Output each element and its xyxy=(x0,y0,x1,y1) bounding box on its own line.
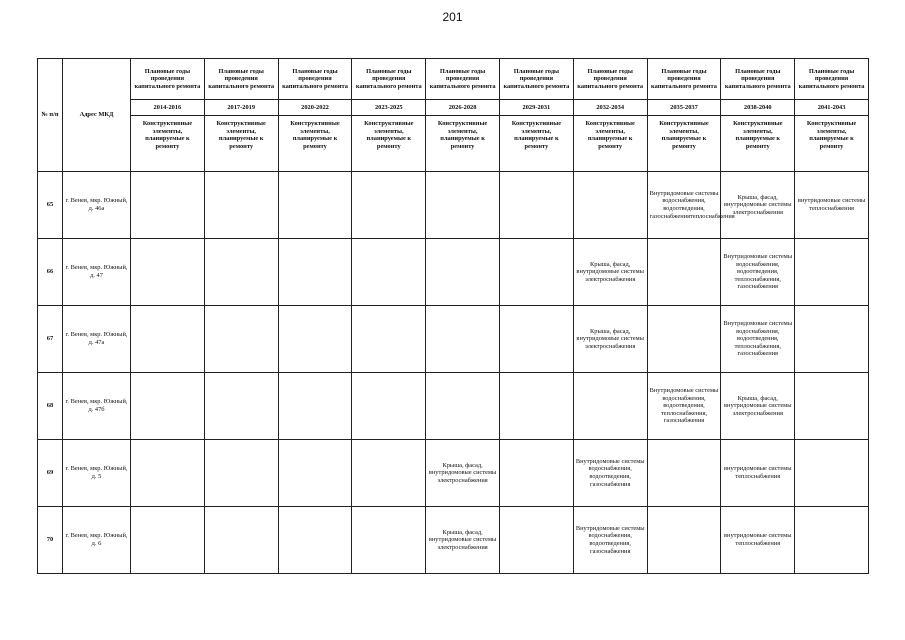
repair-elements-cell xyxy=(204,440,278,507)
col-header-address: Адрес МКД xyxy=(63,59,131,172)
repair-elements-cell xyxy=(131,507,205,574)
col-header-years: 2017-2019 xyxy=(204,100,278,116)
repair-elements-cell: Внутридомовые системы водоснабжения, водоотведения, теплоснабжения, газоснабжения xyxy=(721,239,795,306)
repair-elements-cell xyxy=(352,239,426,306)
repair-elements-cell xyxy=(278,172,352,239)
col-header-years: 2032-2034 xyxy=(573,100,647,116)
col-header-years: 2035-2037 xyxy=(647,100,721,116)
repair-elements-cell xyxy=(426,239,500,306)
header-row-periods xyxy=(38,59,869,100)
repair-elements-cell xyxy=(131,239,205,306)
col-header-number: № п/п xyxy=(38,59,63,172)
col-header-elements: Конструктивные элементы, планируемые к ремонту xyxy=(352,116,426,172)
repair-elements-cell xyxy=(278,440,352,507)
repair-elements-cell xyxy=(647,306,721,373)
repair-elements-cell xyxy=(204,306,278,373)
repair-elements-cell xyxy=(499,373,573,440)
col-header-period: Плановые годы проведения капитального ремонта xyxy=(352,59,426,100)
repair-elements-cell: Внутридомовые системы водоснабжения, водоотведения, газоснабжениятеплоснабжения xyxy=(647,172,721,239)
table-row xyxy=(38,373,869,440)
repair-elements-cell xyxy=(278,306,352,373)
repair-elements-cell xyxy=(573,373,647,440)
col-header-elements: Конструктивные элементы, планируемые к ремонту xyxy=(204,116,278,172)
repair-elements-cell: Крыша, фасад, внутридомовые системы электроснабжения xyxy=(426,507,500,574)
col-header-years: 2020-2022 xyxy=(278,100,352,116)
repair-elements-cell xyxy=(131,172,205,239)
row-number: 66 xyxy=(38,239,63,306)
repair-elements-cell: Крыша, фасад, внутридомовые системы электроснабжения xyxy=(573,306,647,373)
row-number: 68 xyxy=(38,373,63,440)
table-row xyxy=(38,239,869,306)
col-header-years: 2026-2028 xyxy=(426,100,500,116)
repair-elements-cell xyxy=(352,306,426,373)
repair-elements-cell xyxy=(204,507,278,574)
repair-elements-cell xyxy=(499,306,573,373)
repair-elements-cell: Внутридомовые системы водоснабжения, водоотведения, газоснабжения xyxy=(573,440,647,507)
repair-elements-cell xyxy=(204,373,278,440)
row-address: г. Венев, мкр. Южный, д. 47 xyxy=(63,239,131,306)
repair-elements-cell: внутридомовые системы теплоснабжения xyxy=(721,440,795,507)
repair-elements-cell xyxy=(426,172,500,239)
table-row xyxy=(38,440,869,507)
row-address: г. Венев, мкр. Южный, д. 47б xyxy=(63,373,131,440)
repair-elements-cell xyxy=(131,440,205,507)
repair-elements-cell xyxy=(795,440,869,507)
repair-elements-cell xyxy=(795,507,869,574)
repair-elements-cell xyxy=(647,507,721,574)
repair-elements-cell xyxy=(795,239,869,306)
col-header-period: Плановые годы проведения капитального ремонта xyxy=(131,59,205,100)
repair-elements-cell: Крыша, фасад, внутридомовые системы электроснабжения xyxy=(721,172,795,239)
repair-elements-cell xyxy=(131,373,205,440)
col-header-period: Плановые годы проведения капитального ремонта xyxy=(721,59,795,100)
repair-elements-cell xyxy=(499,440,573,507)
table-row xyxy=(38,172,869,239)
table-body xyxy=(38,172,869,574)
col-header-years: 2038-2040 xyxy=(721,100,795,116)
col-header-years: 2014-2016 xyxy=(131,100,205,116)
repair-elements-cell xyxy=(352,440,426,507)
repair-elements-cell: внутридомовые системы теплоснабжения xyxy=(795,172,869,239)
repair-elements-cell xyxy=(499,172,573,239)
repair-elements-cell: Крыша, фасад, внутридомовые системы электроснабжения xyxy=(426,440,500,507)
col-header-period: Плановые годы проведения капитального ремонта xyxy=(499,59,573,100)
col-header-elements: Конструктивные элементы, планируемые к ремонту xyxy=(573,116,647,172)
repair-elements-cell xyxy=(278,239,352,306)
col-header-elements: Конструктивные элементы, планируемые к ремонту xyxy=(647,116,721,172)
row-number: 65 xyxy=(38,172,63,239)
repair-elements-cell: внутридомовые системы теплоснабжения xyxy=(721,507,795,574)
repair-elements-cell xyxy=(426,373,500,440)
repair-elements-cell xyxy=(647,440,721,507)
repair-elements-cell xyxy=(278,373,352,440)
col-header-elements: Конструктивные элементы, планируемые к ремонту xyxy=(499,116,573,172)
repair-elements-cell xyxy=(352,373,426,440)
row-address: г. Венев, мкр. Южный, д. 6 xyxy=(63,507,131,574)
col-header-elements: Конструктивные элементы, планируемые к ремонту xyxy=(426,116,500,172)
page-number: 201 xyxy=(442,10,463,24)
repair-elements-cell xyxy=(426,306,500,373)
table-header xyxy=(38,59,869,172)
repair-elements-cell xyxy=(795,373,869,440)
col-header-period: Плановые годы проведения капитального ремонта xyxy=(278,59,352,100)
repair-elements-cell: Крыша, фасад, внутридомовые системы электроснабжения xyxy=(573,239,647,306)
col-header-elements: Конструктивные элементы, планируемые к ремонту xyxy=(278,116,352,172)
col-header-period: Плановые годы проведения капитального ремонта xyxy=(204,59,278,100)
repair-elements-cell xyxy=(204,172,278,239)
col-header-years: 2029-2031 xyxy=(499,100,573,116)
col-header-elements: Конструктивные элементы, планируемые к ремонту xyxy=(721,116,795,172)
repair-elements-cell xyxy=(499,507,573,574)
repair-elements-cell xyxy=(352,507,426,574)
row-address: г. Венев, мкр. Южный, д. 46а xyxy=(63,172,131,239)
col-header-years: 2023-2025 xyxy=(352,100,426,116)
repair-elements-cell xyxy=(795,306,869,373)
row-number: 70 xyxy=(38,507,63,574)
row-address: г. Венев, мкр. Южный, д. 47а xyxy=(63,306,131,373)
col-header-elements: Конструктивные элементы, планируемые к ремонту xyxy=(131,116,205,172)
col-header-period: Плановые годы проведения капитального ремонта xyxy=(647,59,721,100)
col-header-period: Плановые годы проведения капитального ремонта xyxy=(573,59,647,100)
repair-elements-cell xyxy=(204,239,278,306)
header-row-years xyxy=(38,100,869,116)
repair-elements-cell xyxy=(352,172,426,239)
repair-elements-cell xyxy=(499,239,573,306)
table-row xyxy=(38,306,869,373)
repair-elements-cell xyxy=(573,172,647,239)
repair-elements-cell: Внутридомовые системы водоснабжения, водоотведения, теплоснабжения, газоснабжения xyxy=(647,373,721,440)
repair-elements-cell: Внутридомовые системы водоснабжения, водоотведения, газоснабжения xyxy=(573,507,647,574)
capital-repair-plan-table xyxy=(37,58,869,574)
table-row xyxy=(38,507,869,574)
repair-elements-cell: Крыша, фасад, внутридомовые системы электроснабжения xyxy=(721,373,795,440)
repair-elements-cell xyxy=(131,306,205,373)
col-header-period: Плановые годы проведения капитального ремонта xyxy=(795,59,869,100)
row-number: 69 xyxy=(38,440,63,507)
col-header-elements: Конструктивные элементы, планируемые к ремонту xyxy=(795,116,869,172)
header-row-elements xyxy=(38,116,869,172)
row-number: 67 xyxy=(38,306,63,373)
col-header-period: Плановые годы проведения капитального ремонта xyxy=(426,59,500,100)
repair-elements-cell xyxy=(647,239,721,306)
col-header-years: 2041-2043 xyxy=(795,100,869,116)
repair-elements-cell xyxy=(278,507,352,574)
row-address: г. Венев, мкр. Южный, д. 5 xyxy=(63,440,131,507)
repair-elements-cell: Внутридомовые системы водоснабжения, водоотведения, теплоснабжения, газоснабжения xyxy=(721,306,795,373)
